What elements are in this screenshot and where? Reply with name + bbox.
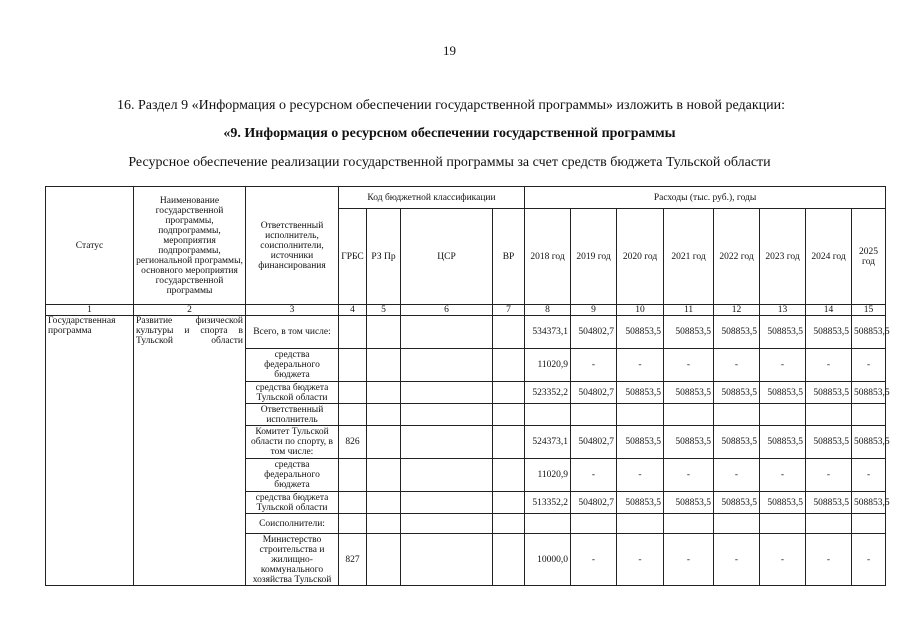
value-cell: 504802,7 [571, 426, 617, 459]
value-cell: - [806, 534, 852, 586]
value-cell: - [806, 459, 852, 492]
value-cell: - [664, 349, 714, 382]
vr-cell [493, 514, 525, 534]
value-cell: - [664, 534, 714, 586]
resource-table [45, 186, 890, 586]
header-year: 2019 год [571, 209, 617, 305]
header-year: 2024 год [806, 209, 852, 305]
value-cell: 508853,5 [714, 426, 760, 459]
column-number: 11 [664, 305, 714, 316]
value-cell [664, 514, 714, 534]
section-heading: «9. Информация о ресурсном обеспечении государственной программы [223, 126, 676, 141]
value-cell: - [852, 349, 886, 382]
value-cell: 508853,5 [617, 316, 664, 349]
csr-cell [401, 426, 493, 459]
header-responsible: Ответственный исполнитель, соисполнители, источники финансирования [246, 187, 339, 305]
grbs-cell: 827 [339, 534, 367, 586]
column-number: 5 [367, 305, 401, 316]
csr-cell [401, 349, 493, 382]
value-cell [617, 514, 664, 534]
header-year: 2020 год [617, 209, 664, 305]
source-label-cell: Министерство строительства и жилищно-коммунального хозяйства Тульской [246, 534, 339, 586]
value-cell: - [714, 534, 760, 586]
column-number: 9 [571, 305, 617, 316]
header-name: Наименование государственной программы, подпрограммы, мероприятия подпрограммы, региональной программы, основного мероприятия государственной программы [134, 187, 246, 305]
csr-cell [401, 514, 493, 534]
grbs-cell [339, 349, 367, 382]
header-status: Статус [46, 187, 134, 305]
value-cell: 508853,5 [760, 382, 806, 404]
value-cell [714, 404, 760, 426]
source-label-cell: Соисполнители: [246, 514, 339, 534]
value-cell: 508853,5 [806, 426, 852, 459]
value-cell: 504802,7 [571, 492, 617, 514]
value-cell: - [714, 459, 760, 492]
vr-cell [493, 349, 525, 382]
column-number: 8 [525, 305, 571, 316]
value-cell: 508853,5 [852, 492, 886, 514]
vr-cell [493, 382, 525, 404]
column-number: 1 [46, 305, 134, 316]
value-cell: - [852, 459, 886, 492]
value-cell: 508853,5 [714, 316, 760, 349]
value-cell [617, 404, 664, 426]
value-cell [760, 404, 806, 426]
grbs-cell [339, 492, 367, 514]
csr-cell [401, 404, 493, 426]
value-cell: 10000,0 [525, 534, 571, 586]
value-cell: 508853,5 [760, 316, 806, 349]
column-number: 15 [852, 305, 886, 316]
value-cell: 508853,5 [806, 492, 852, 514]
header-vr: ВР [493, 209, 525, 305]
value-cell: 534373,1 [525, 316, 571, 349]
page-number: 19 [443, 43, 456, 58]
grbs-cell [339, 316, 367, 349]
vr-cell [493, 316, 525, 349]
value-cell: 11020,9 [525, 459, 571, 492]
header-csr: ЦСР [401, 209, 493, 305]
vr-cell [493, 459, 525, 492]
column-number: 2 [134, 305, 246, 316]
value-cell: - [714, 349, 760, 382]
column-number-row [46, 305, 886, 316]
source-label-cell: Всего, в том числе: [246, 316, 339, 349]
value-cell: - [617, 534, 664, 586]
rzpr-cell [367, 349, 401, 382]
value-cell [852, 514, 886, 534]
value-cell [806, 514, 852, 534]
value-cell: 504802,7 [571, 316, 617, 349]
header-year: 2021 год [664, 209, 714, 305]
value-cell [806, 404, 852, 426]
value-cell [664, 404, 714, 426]
value-cell: 508853,5 [664, 382, 714, 404]
value-cell: 508853,5 [806, 382, 852, 404]
value-cell: 508853,5 [760, 426, 806, 459]
header-budget-code: Код бюджетной классификации [339, 187, 525, 209]
value-cell: 508853,5 [664, 316, 714, 349]
value-cell: 504802,7 [571, 382, 617, 404]
value-cell [525, 404, 571, 426]
csr-cell [401, 316, 493, 349]
value-cell [714, 514, 760, 534]
source-label-cell: Комитет Тульской области по спорту, в том числе: [246, 426, 339, 459]
grbs-cell [339, 459, 367, 492]
program-name-cell: Развитие физической культуры и спорта в Тульской области [134, 316, 246, 586]
rzpr-cell [367, 459, 401, 492]
value-cell [525, 514, 571, 534]
value-cell: 508853,5 [852, 426, 886, 459]
value-cell: 524373,1 [525, 426, 571, 459]
value-cell: 11020,9 [525, 349, 571, 382]
column-number: 13 [760, 305, 806, 316]
value-cell: 508853,5 [852, 382, 886, 404]
source-label-cell: средства федерального бюджета [246, 459, 339, 492]
value-cell: - [760, 349, 806, 382]
value-cell: 508853,5 [664, 426, 714, 459]
csr-cell [401, 459, 493, 492]
value-cell: - [571, 534, 617, 586]
value-cell: 513352,2 [525, 492, 571, 514]
value-cell: 508853,5 [714, 382, 760, 404]
value-cell: 508853,5 [617, 426, 664, 459]
column-number: 3 [246, 305, 339, 316]
csr-cell [401, 382, 493, 404]
value-cell [571, 404, 617, 426]
csr-cell [401, 534, 493, 586]
header-year: 2023 год [760, 209, 806, 305]
value-cell: 508853,5 [714, 492, 760, 514]
value-cell [852, 404, 886, 426]
value-cell: - [760, 459, 806, 492]
header-year: 2025 год [852, 209, 886, 305]
rzpr-cell [367, 492, 401, 514]
vr-cell [493, 492, 525, 514]
column-number: 7 [493, 305, 525, 316]
value-cell: - [571, 459, 617, 492]
csr-cell [401, 492, 493, 514]
value-cell: - [664, 459, 714, 492]
rzpr-cell [367, 534, 401, 586]
table-row [46, 316, 886, 349]
vr-cell [493, 426, 525, 459]
header-year: 2018 год [525, 209, 571, 305]
header-grbs: ГРБС [339, 209, 367, 305]
grbs-cell: 826 [339, 426, 367, 459]
intro-paragraph: 16. Раздел 9 «Информация о ресурсном обеспечении государственной программы» изложить в новой редакции: [117, 98, 785, 113]
vr-cell [493, 404, 525, 426]
value-cell [760, 514, 806, 534]
rzpr-cell [367, 316, 401, 349]
grbs-cell [339, 382, 367, 404]
column-number: 14 [806, 305, 852, 316]
rzpr-cell [367, 404, 401, 426]
grbs-cell [339, 514, 367, 534]
value-cell: 508853,5 [617, 382, 664, 404]
column-number: 4 [339, 305, 367, 316]
section-subheading: Ресурсное обеспечение реализации государственной программы за счет средств бюджета Тульской области [128, 155, 771, 170]
value-cell: 523352,2 [525, 382, 571, 404]
value-cell: - [617, 349, 664, 382]
rzpr-cell [367, 514, 401, 534]
value-cell: 508853,5 [852, 316, 886, 349]
header-expenses: Расходы (тыс. руб.), годы [525, 187, 886, 209]
column-number: 6 [401, 305, 493, 316]
value-cell: - [806, 349, 852, 382]
header-rzpr: РЗ Пр [367, 209, 401, 305]
vr-cell [493, 534, 525, 586]
status-cell: Государственная программа [46, 316, 134, 586]
value-cell: - [760, 534, 806, 586]
column-number: 10 [617, 305, 664, 316]
value-cell: - [852, 534, 886, 586]
value-cell: 508853,5 [617, 492, 664, 514]
rzpr-cell [367, 426, 401, 459]
value-cell: 508853,5 [664, 492, 714, 514]
source-label-cell: средства бюджета Тульской области [246, 382, 339, 404]
value-cell: 508853,5 [806, 316, 852, 349]
source-label-cell: средства федерального бюджета [246, 349, 339, 382]
value-cell: - [571, 349, 617, 382]
rzpr-cell [367, 382, 401, 404]
source-label-cell: Ответственный исполнитель [246, 404, 339, 426]
value-cell: - [617, 459, 664, 492]
grbs-cell [339, 404, 367, 426]
source-label-cell: средства бюджета Тульской области [246, 492, 339, 514]
header-year: 2022 год [714, 209, 760, 305]
column-number: 12 [714, 305, 760, 316]
value-cell [571, 514, 617, 534]
value-cell: 508853,5 [760, 492, 806, 514]
